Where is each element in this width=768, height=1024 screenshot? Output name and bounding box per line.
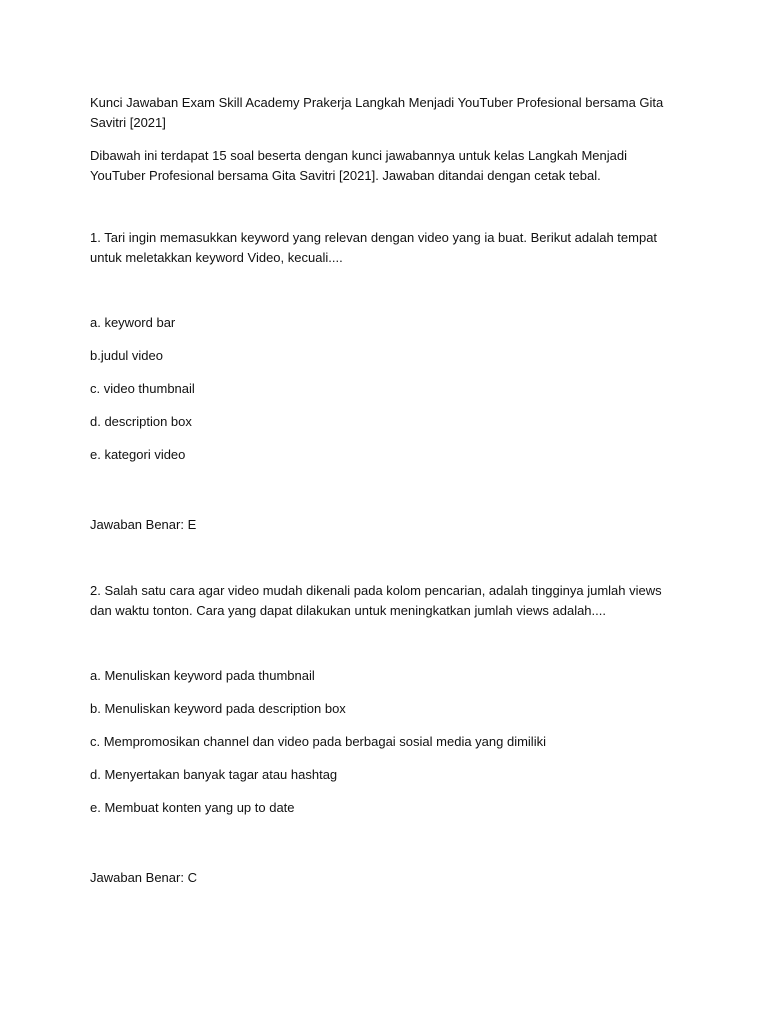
question-1-answer: Jawaban Benar: E: [90, 517, 197, 532]
question-2-options: [90, 666, 680, 818]
question-1-option-e: e. kategori video: [90, 447, 186, 462]
question-1-text: 1. Tari ingin memasukkan keyword yang relevan dengan video yang ia buat. Berikut adalah tempat untuk meletakkan keyword Video, kecuali....: [90, 230, 658, 265]
question-1-option-b: b.judul video: [90, 348, 163, 363]
question-2-option-e: e. Membuat konten yang up to date: [90, 800, 295, 815]
question-1-option-a: a. keyword bar: [90, 315, 176, 330]
question-2-option-a: a. Menuliskan keyword pada thumbnail: [90, 668, 315, 683]
document-title: Kunci Jawaban Exam Skill Academy Prakerja Langkah Menjadi YouTuber Profesional bersama Gita Savitri [2021]: [90, 95, 664, 130]
document-body: [90, 93, 680, 888]
question-1-option-d: d. description box: [90, 414, 192, 429]
document-intro: Dibawah ini terdapat 15 soal beserta dengan kunci jawabannya untuk kelas Langkah Menjadi YouTuber Profesional bersama Gita Savitri [2021]. Jawaban ditandai dengan cetak tebal.: [90, 148, 627, 183]
question-2-option-b: b. Menuliskan keyword pada description box: [90, 701, 346, 716]
question-2-option-c: c. Mempromosikan channel dan video pada berbagai sosial media yang dimiliki: [90, 734, 546, 749]
question-2-option-d: d. Menyertakan banyak tagar atau hashtag: [90, 767, 338, 782]
question-1-option-c: c. video thumbnail: [90, 381, 195, 396]
question-2-answer: Jawaban Benar: C: [90, 870, 197, 885]
question-2-text: 2. Salah satu cara agar video mudah dikenali pada kolom pencarian, adalah tingginya jumlah views dan waktu tonton. Cara yang dapat dilakukan untuk meningkatkan jumlah views adalah....: [90, 583, 662, 618]
question-1-options: [90, 313, 680, 465]
